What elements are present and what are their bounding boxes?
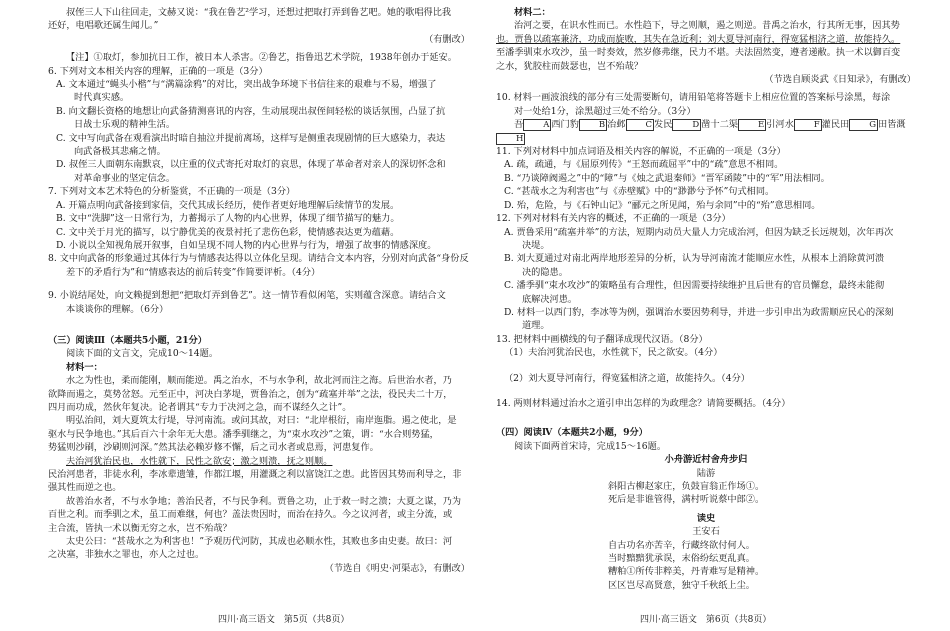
- passage-source: （节选自顾炎武《日知录》，有删改）: [764, 74, 916, 86]
- option-d: D. 殆，危险，与《石钟山记》“郦元之所见闻，殆与余同”中的“殆”意思相同。: [504, 199, 821, 211]
- question-9: [48, 289, 470, 316]
- poem-line: 斜阳古柳赵家庄，负鼓盲翁正作场①。: [608, 481, 765, 492]
- poem-line: 当时黯黯犹承误，末俗纷纭更乱真。: [608, 553, 755, 565]
- option-b: B. 刘大夏通过对南北两岸地形差异的分析，认为导河南流才能顺应水性，从根本上消除黄河溃: [504, 253, 885, 265]
- question-8: [48, 252, 470, 279]
- passage-line: 之水，犹胶柱而鼓瑟也，岂不殆哉？: [496, 60, 643, 72]
- segment: 凿十二渠: [701, 119, 738, 131]
- passage-line: 太史公曰：“甚哉水之为利害也！”予观历代河防，其成也必顺水性，其败也多由史妻。故曰：河: [66, 536, 453, 548]
- break-box-g[interactable]: G: [849, 119, 878, 131]
- passage-source: （节选自《明史·河渠志》，有删改）: [324, 562, 470, 574]
- question-12: [496, 212, 916, 333]
- story-ending-line: 还好，电唱歌还属生闻儿。”: [48, 20, 159, 32]
- poem-line: 糟粕①所传非粹美，丹青难写是精神。: [608, 566, 765, 578]
- option-d-cont: 道理。: [522, 320, 550, 332]
- question-stem-cont: 对一处给1分，涂黑超过三处不给分。（3分）: [514, 105, 696, 117]
- page-5: [48, 6, 470, 606]
- break-box-a[interactable]: A: [523, 119, 551, 131]
- segment: 田皆溉: [878, 119, 906, 131]
- poem-2-author: 王安石: [692, 526, 720, 538]
- option-b-cont: 决的隐患。: [522, 266, 568, 278]
- segment: 吾: [514, 119, 524, 131]
- option-a: A. 文本通过“蝇头小楷”与“满篇涂鸦”的对比，突出战争环境下书信往来的艰难与不易，增强了: [56, 79, 437, 91]
- segment: 西门豹: [551, 119, 579, 131]
- passage-line: 势猛则沙刷，沙刷则河深。”然其法必赖岁修不懈，后之司水者或息焉，河患复作。: [48, 442, 379, 454]
- story-note: 【注】①取灯，参加抗日工作，被日本人杀害。②鲁艺，指鲁迅艺术学院，1938年创办于延安。: [66, 52, 457, 64]
- question-stem: 7. 下列对文本艺术特色的分析鉴赏，不正确的一项是（3分）: [48, 186, 296, 198]
- break-box-e[interactable]: E: [738, 119, 766, 131]
- translate-item-2: （2）刘大夏导河南行，得宽猛相济之道，故能持久。（4分）: [504, 372, 750, 384]
- material-1-label: 材料一：: [66, 361, 103, 373]
- break-box-b[interactable]: B: [579, 119, 607, 131]
- passage-text: 也。贾鲁以疏塞兼济，功成而旋败，其失在急近利；刘大夏导河南行，得宽猛相济之道，故能持久。: [496, 33, 901, 45]
- question-stem: 12. 下列对材料有关内容的概述，不正确的一项是（3分）: [496, 213, 731, 225]
- passage-line: 主合流，皆执一术以衡无穷之水，岂不殆哉？: [48, 522, 232, 534]
- option-c-cont: 向武备极其悲痛之情。: [74, 146, 166, 158]
- question-13: [496, 333, 916, 385]
- question-7: [48, 185, 470, 252]
- option-b: B. 向文翻长资格的地想让向武备猜测喜讯的内容，生动展现出叔侄间轻松的谈话氛围，凸显了抗: [56, 105, 446, 117]
- break-box-h[interactable]: H: [496, 133, 525, 145]
- option-a-cont: 决堤。: [522, 239, 550, 251]
- option-b: B. “乃谈障阀遏之”中的“障”与《烛之武退秦师》“晋军函陵”中的“军”用法相同。: [504, 172, 830, 184]
- option-a: A. 开篇点明向武备接到家信，交代其成长经历，使作者更好地理解后续情节的发展。: [56, 199, 400, 211]
- question-14: 14. 两则材料通过治水之道引申出怎样的为政理念？请简要概括。（4分）: [496, 397, 791, 409]
- question-stem: 6. 下列对文本相关内容的理解，正确的一项是（3分）: [48, 65, 268, 77]
- section-3: [48, 334, 470, 575]
- option-d: D. 叔侄三人面朝东南默哀，以庄重的仪式寄托对取灯的哀思，体现了革命者对亲人的深切怀念和: [56, 159, 446, 171]
- passage-line: 驱水与民争地也。”其后百六十余年无大患。潘季驯继之，为“束水攻沙”之策，谓：“水合则势猛，: [48, 428, 439, 440]
- option-b-cont: 日战士乐观的精神生活。: [74, 119, 176, 131]
- poem-1-author: 陆游: [696, 467, 716, 479]
- option-c: C. 文中关于月光的描写，以宁静优美的夜景衬托了悲伤色彩，使情感表达更为蕴藉。: [56, 226, 400, 238]
- option-d: D. 材料一以西门豹，李冰等为例，强调治水要因势利导，并进一步引申出为政需顺应民心的深刻: [504, 306, 894, 318]
- segment: 引河水: [766, 119, 794, 131]
- passage-line: 百世之利。而季驯之术，虽工而难继，何也？盖法贵因时，而治在持久。今之议河者，或主分流，或: [48, 509, 453, 521]
- poem-line: 死后是非谁管得，满村听说蔡中郎②。: [608, 494, 765, 506]
- option-d: D. 小说以全知视角展开叙事，自如呈现不同人物的内心世界与行为，增强了故事的情感深度。: [56, 239, 437, 251]
- passage-line: 治河之要，在识水性而已。水性趋下，导之则顺，遏之则逆。昔禹之治水，行其所无事，因其势: [514, 20, 900, 32]
- question-stem: 11. 下列对材料中加点词语及相关内容的解说，不正确的一项是（3分）: [496, 146, 786, 158]
- translate-item-1: （1）夫治河犹治民也，水性就下，民之欲安。（4分）: [504, 347, 723, 359]
- passage-line: 故善治水者，不与水争地；善治民者，不与民争利。贾鲁之功，止于救一时之溃；大夏之谋，乃为: [66, 495, 462, 507]
- passage-line: 欲降而遏之，莫势岔怒。元至正中，河决白茅堤，贾鲁治之，创为“疏塞并举”之法，役民夫二十万，: [48, 388, 453, 400]
- question-10: [496, 91, 916, 145]
- question-stem: 8. 文中向武备的形象通过其体行为与情感表达得以立体化呈现。请结合文本内容，分别对向武备“身份反: [48, 253, 469, 265]
- poem-1-title: 小舟游近村舍舟步归: [664, 454, 748, 466]
- underlined-sentence: 夫治河犹治民也，水性就下，民性之欲安；激之则溃，抚之则顺。: [66, 455, 333, 467]
- option-a: A. 疏，疏通，与《屈原列传》“王怒而疏屈平”中的“疏”意思不相同。: [504, 159, 784, 171]
- passage-line: 四月而功成，然伙年复决。论者谓其“专力于决河之急，而不谋经久之计”。: [48, 401, 352, 413]
- option-a-cont: 时代真实感。: [74, 92, 130, 104]
- section-heading: （三）阅读Ⅲ（本题共5小题，21分）: [48, 334, 207, 346]
- story-source: （有删改）: [424, 33, 470, 45]
- section-instruction: 阅读下面的文言文，完成10～14题。: [66, 348, 219, 360]
- segment: 发民: [654, 119, 673, 131]
- break-box-c[interactable]: C: [626, 119, 655, 131]
- poem-line: 区区岂尽高贤意，独守千秋纸上尘。: [608, 579, 755, 591]
- passage-line: 民治河患者，非徒水利，李冰辈遗雏，作都江堰，用灌溉之利以富饶江之患。此皆因其势而利导之，非: [48, 469, 462, 480]
- passage-line: 水之为性也，柔而能刚，顺而能逆。禹之治水，不与水争利，故北河而注之海。后世治水者，乃: [66, 375, 452, 387]
- option-c: C. “甚哉水之为利害也”与《赤壁赋》中的“渺渺兮予怀”句式相同。: [504, 186, 775, 198]
- option-a: A. 贾鲁采用“疏塞并举”的方法，短期内动员大量人力完成治河，但因为缺乏长远规划，次年再次: [504, 226, 894, 238]
- story-ending-line: 叔侄三人下山往回走，文赫又说：“我在鲁艺²学习，还想过把取打弄到鲁艺吧。她的歌唱得比我: [66, 7, 452, 18]
- question-11: [496, 145, 916, 212]
- option-c-cont: 底解决河患。: [522, 293, 578, 305]
- passage-line: 明弘治间，刘大夏筑太行堤，导河南流。或问其故，对曰：“北岸根衍，南岸迤脂。遏之使北，是: [66, 415, 457, 427]
- question-stem: 9. 小说结尾处，向文赖提到想把“把取灯弄到鲁艺”。这一情节看似闲笔，实则蕴含深意。请结合文: [48, 290, 446, 302]
- passage-line: 之决塞，非独水之罪也，亦人之过也。: [48, 549, 205, 561]
- page-footer-right: 四川·高三语文 第6页（共8页）: [640, 614, 772, 625]
- break-box-d[interactable]: D: [672, 119, 701, 131]
- option-d-cont: 对革命事业的坚定信念。: [74, 172, 176, 184]
- poem-2-title: 读史: [696, 512, 716, 524]
- segment: 治邺: [607, 119, 626, 131]
- passage-line: 至潘季驯束水攻沙，虽一时奏效，然岁修弗继，民力不堪。夫法固然变，遵者递敝。执一术以御百变: [496, 47, 901, 59]
- section-heading: （四）阅读Ⅳ（本题共2小题，9分）: [496, 427, 648, 439]
- question-stem-cont: 本谈谈你的理解。（6分）: [66, 303, 169, 315]
- option-c: C. 潘季驯“束水攻沙”的策略虽有合理性，但因需要持续维护且后世有的官员懈怠，最终未能彻: [504, 280, 885, 292]
- passage-line: [496, 33, 916, 46]
- question-stem: 13. 把材料中画横线的句子翻译成现代汉语。（8分）: [496, 333, 708, 345]
- passage-line: 强其性而逆之也。: [48, 482, 122, 494]
- page-footer-left: 四川·高三语文 第5页（共8页）: [218, 614, 350, 625]
- option-b: B. 文中“洗脚”这一日常行为，力蓄揭示了人物的内心世界，体现了细节描写的魅力。: [56, 213, 400, 225]
- option-c: C. 文中写向武备在观看演出时暗自抽泣并提前离场，这样写是侧重表现剧情的巨大感染力，表达: [56, 132, 446, 144]
- sentence-break-line: [496, 118, 916, 145]
- question-6: [48, 65, 470, 186]
- question-stem: 10. 材料一画波浪线的部分有三处需要断句，请用铅笔将答题卡上相应位置的答案标号涂黑，每涂: [496, 92, 891, 104]
- poem-line: 自古功名亦苦辛，行藏终欲付何人。: [608, 539, 755, 551]
- question-stem-cont: 差下的矛盾行为”和“情感表达的前后转变”作简要评析。（4分）: [66, 266, 321, 278]
- section-4: [496, 426, 916, 592]
- section-instruction: 阅读下面两首宋诗，完成15～16题。: [514, 440, 667, 452]
- material-2-label: 材料二：: [514, 7, 551, 18]
- segment: 灌民田: [821, 119, 850, 131]
- break-box-f[interactable]: F: [794, 119, 822, 131]
- page-6: [496, 6, 916, 606]
